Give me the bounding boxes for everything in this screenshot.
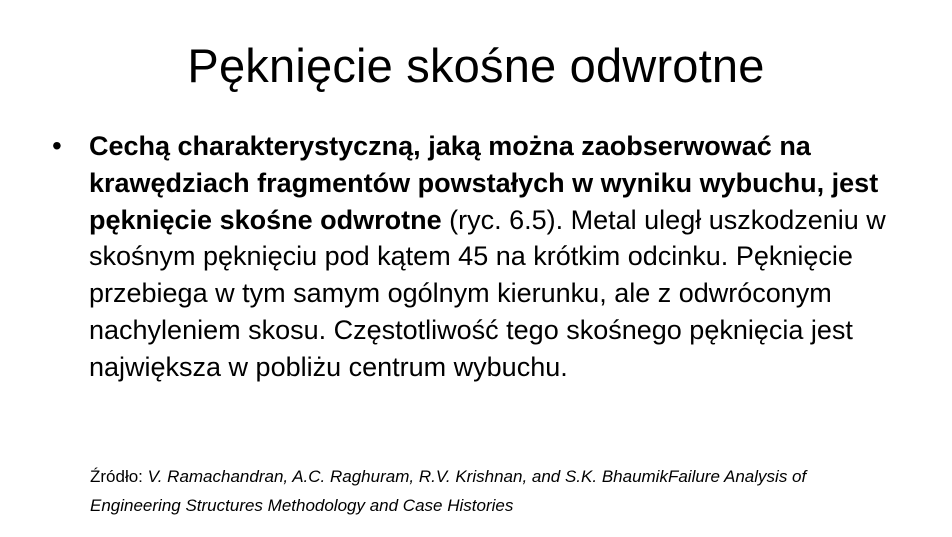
source-label: Źródło: xyxy=(90,467,148,486)
bullet-bold-text: Cechą charakterystyczną, jaką można zaobserwować na krawędziach fragmentów powstałych w wyniku wybuchu, jest pęknięcie skośne odwrotne xyxy=(89,131,879,235)
bullet-marker: • xyxy=(52,130,62,161)
bullet-body-text: Metal uległ uszkodzeniu w skośnym pęknięciu pod kątem 45 na krótkim odcinku. Pęknięcie przebiega w tym samym ogólnym kierunku, ale z odwróconym nachyleniem skosu. Częstotliwość tego skośnego pęknięcia jest największa w pobliżu centrum wybuchu. xyxy=(89,204,886,382)
slide-title: Pęknięcie skośne odwrotne xyxy=(187,39,765,92)
source-citation: V. Ramachandran, A.C. Raghuram, R.V. Krishnan, and S.K. BhaumikFailure Analysis of Engineering Structures Methodology and Case Histories xyxy=(90,467,807,515)
bullet-text xyxy=(89,128,899,386)
figure-reference: (ryc. 6.5). xyxy=(441,204,564,235)
source-note xyxy=(90,462,890,520)
